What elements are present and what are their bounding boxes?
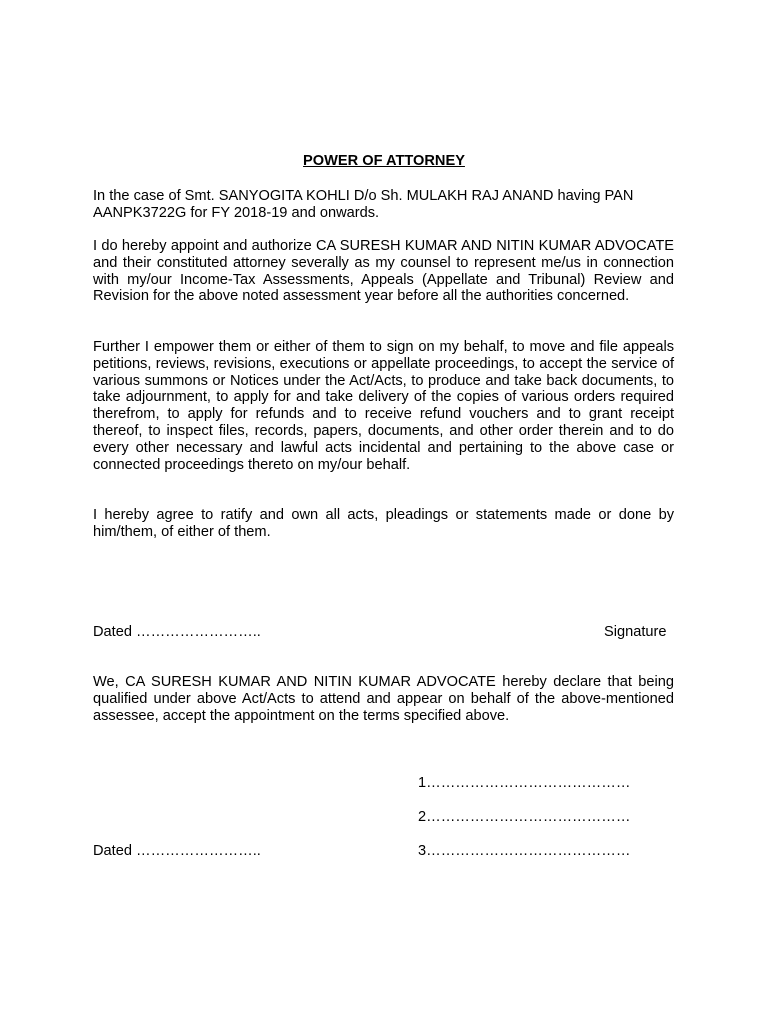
dated-line-advocates: Dated …………………….. xyxy=(93,843,261,859)
dated-line-principal: Dated …………………….. xyxy=(93,624,261,640)
advocate-signature-line-2: 2…………………………………… xyxy=(418,809,631,825)
case-paragraph: In the case of Smt. SANYOGITA KOHLI D/o Sh. MULAKH RAJ ANAND having PAN AANPK3722G for FY 2018-19 and onwards. xyxy=(93,188,634,221)
signature-label: Signature xyxy=(604,624,667,640)
advocate-signature-line-1: 1…………………………………… xyxy=(418,775,631,791)
document-title: POWER OF ATTORNEY xyxy=(303,153,465,169)
ratification-paragraph: I hereby agree to ratify and own all acts, pleadings or statements made or done by him/them, of either of them. xyxy=(93,507,674,540)
acceptance-paragraph: We, CA SURESH KUMAR AND NITIN KUMAR ADVOCATE hereby declare that being qualified under above Act/Acts to attend and appear on behalf of the above-mentioned assessee, accept the appointment on the terms specified above. xyxy=(93,674,674,724)
empowerment-paragraph: Further I empower them or either of them to sign on my behalf, to move and file appeals petitions, reviews, revisions, executions or appellate proceedings, to accept the service of various summons or Notices under the Act/Acts, to produce and take back documents, to take adjournment, to apply for and take delivery of the copies of various orders required therefrom, to apply for refunds and to receive refund vouchers and to grant receipt thereof, to inspect files, records, papers, documents, and other order therein and to do every other necessary and lawful acts incidental and pertaining to the above case or connected proceedings thereto on my/our behalf. xyxy=(93,339,674,473)
advocate-signature-line-3: 3…………………………………… xyxy=(418,843,631,859)
appointment-paragraph: I do hereby appoint and authorize CA SURESH KUMAR AND NITIN KUMAR ADVOCATE and their constituted attorney severally as my counsel to represent me/us in connection with my/our Income-Tax Assessments, Appeals (Appellate and Tribunal) Review and Revision for the above noted assessment year before all the authorities concerned. xyxy=(93,238,674,305)
